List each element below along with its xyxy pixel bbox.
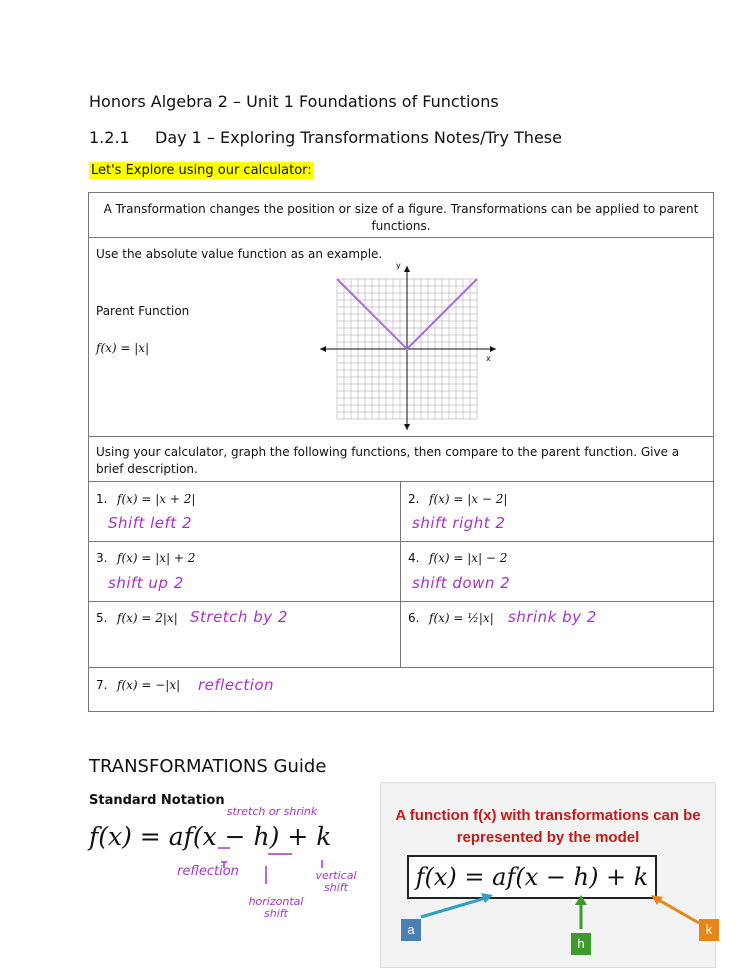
problem-answer: Stretch by 2 bbox=[190, 608, 288, 626]
problem-number: 7. bbox=[96, 678, 108, 692]
model-formula-box: f(x) = af(x − h) + k bbox=[407, 855, 657, 899]
transformation-model-panel bbox=[380, 782, 716, 968]
problem-answer: shrink by 2 bbox=[508, 608, 597, 626]
problem-number: 1. bbox=[96, 492, 108, 506]
problem-answer: shift right 2 bbox=[412, 514, 506, 532]
problem-formula: f(x) = |x + 2| bbox=[117, 492, 196, 506]
note-reflection: reflection bbox=[177, 864, 239, 879]
problem-number: 5. bbox=[96, 611, 108, 625]
standard-formula: f(x) = af(x − h) + k bbox=[89, 822, 332, 851]
x-axis-arrow-right bbox=[490, 346, 496, 352]
page-title: Honors Algebra 2 – Unit 1 Foundations of Functions bbox=[89, 92, 499, 111]
graph-y-label: y bbox=[396, 261, 401, 270]
instructions-text: Using your calculator, graph the following functions, then compare to the parent function. Give a brief description. bbox=[96, 445, 680, 476]
arrow-k bbox=[657, 899, 699, 923]
y-axis-arrow-down bbox=[404, 424, 410, 430]
standard-notation-label: Standard Notation bbox=[89, 793, 225, 808]
problem-formula: f(x) = |x − 2| bbox=[429, 492, 508, 506]
problem-answer: shift up 2 bbox=[108, 574, 184, 592]
problem-answer: Shift left 2 bbox=[108, 514, 192, 532]
problem-formula: f(x) = |x| + 2 bbox=[117, 551, 196, 565]
problem-cell-7 bbox=[88, 667, 714, 712]
example-prompt: Use the absolute value function as an example. bbox=[96, 247, 383, 261]
problem-number: 4. bbox=[408, 551, 420, 565]
label-h: h bbox=[571, 933, 591, 955]
note-vertical-shift: vertical shift bbox=[315, 869, 357, 894]
problem-formula: f(x) = 2|x| bbox=[117, 611, 178, 625]
guide-title bbox=[89, 756, 326, 777]
explore-label: Let's Explore using our calculator: bbox=[91, 163, 312, 178]
label-k: k bbox=[699, 919, 719, 941]
problem-number: 3. bbox=[96, 551, 108, 565]
model-arrows bbox=[381, 783, 717, 969]
problem-formula: f(x) = −|x| bbox=[117, 678, 181, 692]
guide-title-caps: TRANSFORMATIONS bbox=[89, 756, 268, 777]
note-horizontal-shift: horizontal shift bbox=[248, 895, 304, 920]
lesson-number: 1.2.1 bbox=[89, 128, 130, 147]
parent-function-label: Parent Function bbox=[96, 304, 190, 318]
definition-text: A Transformation changes the position or size of a figure. Transformations can be applied to parent functions. bbox=[103, 202, 699, 233]
lesson-title: Day 1 – Exploring Transformations Notes/Try These bbox=[155, 128, 562, 147]
problem-answer: shift down 2 bbox=[412, 574, 511, 592]
model-caption: A function f(x) with transformations can be represented by the model bbox=[395, 807, 701, 846]
y-axis-arrow-up bbox=[404, 266, 410, 272]
problem-number: 6. bbox=[408, 611, 420, 625]
problem-answer: reflection bbox=[198, 676, 275, 694]
problem-formula: f(x) = ½|x| bbox=[429, 611, 494, 625]
label-a: a bbox=[401, 919, 421, 941]
problem-formula: f(x) = |x| − 2 bbox=[429, 551, 508, 565]
absolute-value-graph bbox=[316, 258, 500, 434]
note-stretch-shrink: stretch or shrink bbox=[226, 805, 318, 818]
annotation-marks bbox=[160, 812, 380, 902]
graph-x-label: x bbox=[486, 354, 491, 363]
arrow-a bbox=[421, 897, 489, 917]
guide-title-word: Guide bbox=[267, 756, 327, 777]
x-axis-arrow-left bbox=[320, 346, 326, 352]
problem-number: 2. bbox=[408, 492, 420, 506]
parent-function-formula: f(x) = |x| bbox=[96, 341, 150, 355]
